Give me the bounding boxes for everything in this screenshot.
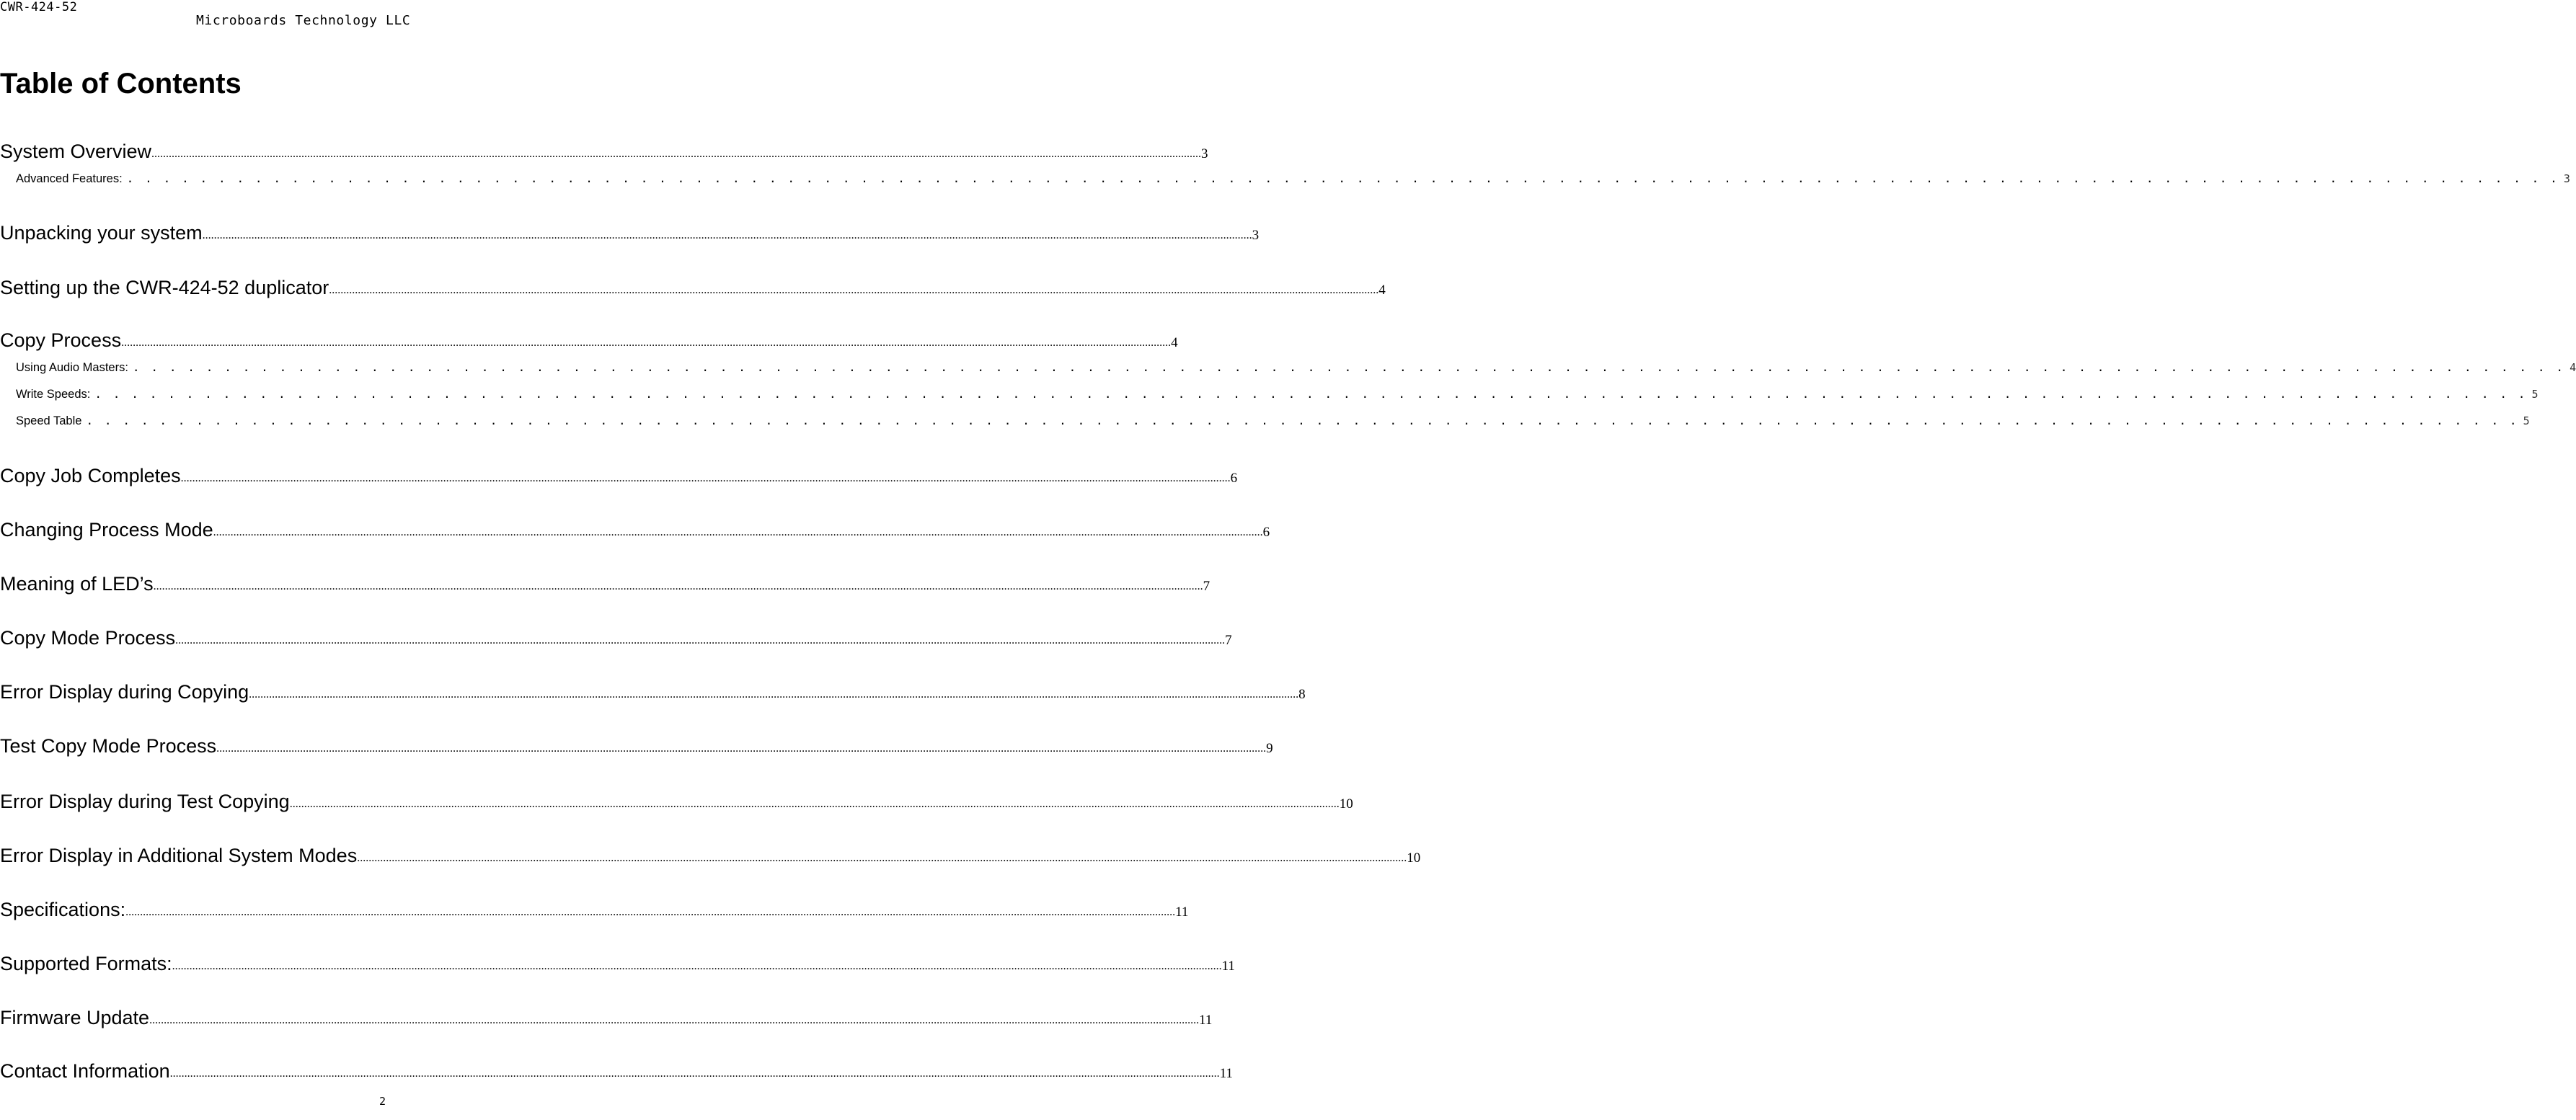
company-name: Microboards Technology LLC — [196, 13, 411, 28]
dot-leader: ............................................................................................................................................................................................................................................................................................................................................................................ — [121, 337, 1172, 349]
toc-entry-label: Test Copy Mode Process — [0, 735, 217, 757]
dot-leader: ............................................................................................................................................................................................................................................................................................................................................................................ — [249, 688, 1299, 701]
toc-entry-error-display-test-copying[interactable] — [0, 788, 1353, 814]
dot-leader: . . . . . . . . . . . . . . . . . . . . . . . . . . . . . . . . . . . . . . . . . . . . . . . . . . . . . . . . . . . . . . . . . . . . . . . . . . . . . . . . . . . . . . . . . . . . . . . . . . . . . . . . . . . . . . . . . . . . . . . . . . . . . . . . . . . . . — [126, 172, 2559, 185]
toc-entry-label: Advanced Features: — [16, 172, 123, 185]
dot-leader: ............................................................................................................................................................................................................................................................................................................................................................................ — [153, 580, 1203, 592]
toc-page-number: 9 — [1266, 741, 1273, 756]
toc-entry-test-copy-mode-process[interactable] — [0, 732, 1273, 758]
toc-page-number: 11 — [1175, 905, 1189, 920]
toc-entry-label: Contact Information — [0, 1060, 170, 1082]
dot-leader: ............................................................................................................................................................................................................................................................................................................................................................................ — [149, 1014, 1200, 1026]
toc-page-number: 7 — [1225, 633, 1232, 648]
page-title: Table of Contents — [0, 68, 242, 99]
toc-entry-firmware-update[interactable] — [0, 1004, 1213, 1030]
toc-subentry-write-speeds[interactable] — [0, 386, 2539, 401]
toc-page-number: 4 — [1378, 283, 1386, 298]
toc-entry-label: System Overview — [0, 141, 152, 162]
toc-subentry-speed-table[interactable] — [0, 412, 2530, 428]
toc-entry-contact-information[interactable] — [0, 1057, 1233, 1083]
dot-leader: ............................................................................................................................................................................................................................................................................................................................................................................ — [202, 229, 1252, 241]
toc-page-number: 3 — [1201, 146, 1208, 161]
toc-page-number: 4 — [1171, 335, 1178, 350]
toc-entry-label: Copy Mode Process — [0, 627, 176, 649]
toc-page-number: 3 — [1252, 228, 1260, 243]
toc-entry-label: Copy Job Completes — [0, 465, 181, 486]
dot-leader: ............................................................................................................................................................................................................................................................................................................................................................................ — [172, 960, 1222, 972]
dot-leader: ............................................................................................................................................................................................................................................................................................................................................................................ — [180, 472, 1231, 484]
dot-leader: ............................................................................................................................................................................................................................................................................................................................................................................ — [175, 634, 1226, 646]
toc-entry-label: Supported Formats: — [0, 953, 172, 974]
toc-entry-label: Using Audio Masters: — [16, 361, 128, 374]
toc-entry-label: Speed Table — [16, 414, 82, 427]
dot-leader: ............................................................................................................................................................................................................................................................................................................................................................................ — [125, 906, 1176, 918]
toc-entry-setting-up[interactable] — [0, 274, 1386, 300]
dot-leader: . . . . . . . . . . . . . . . . . . . . . . . . . . . . . . . . . . . . . . . . . . . . . . . . . . . . . . . . . . . . . . . . . . . . . . . . . . . . . . . . . . . . . . . . . . . . . . . . . . . . . . . . . . . . . . . . . . . . . . . . . . . . . . . . . . . . . — [94, 387, 2528, 401]
toc-page-number: 6 — [1262, 525, 1270, 540]
dot-leader: ............................................................................................................................................................................................................................................................................................................................................................................ — [213, 526, 1263, 538]
toc-entry-changing-process-mode[interactable] — [0, 516, 1270, 542]
toc-entry-label: Specifications: — [0, 899, 126, 920]
toc-page-number: 10 — [1339, 796, 1353, 812]
toc-page-number: 4 — [2570, 361, 2576, 374]
dot-leader: ............................................................................................................................................................................................................................................................................................................................................................................ — [216, 742, 1267, 755]
toc-page-number: 5 — [2523, 414, 2530, 427]
dot-leader: ............................................................................................................................................................................................................................................................................................................................................................................ — [169, 1067, 1220, 1080]
toc-entry-label: Firmware Update — [0, 1007, 150, 1028]
toc-entry-label: Error Display during Test Copying — [0, 791, 290, 812]
toc-entry-label: Meaning of LED’s — [0, 573, 154, 595]
dot-leader: ............................................................................................................................................................................................................................................................................................................................................................................ — [151, 148, 1202, 160]
toc-page-number: 8 — [1298, 687, 1306, 702]
toc-entry-label: Changing Process Mode — [0, 519, 213, 541]
toc-subentry-audio-masters[interactable] — [0, 359, 2576, 375]
dot-leader: ............................................................................................................................................................................................................................................................................................................................................................................ — [329, 284, 1379, 296]
dot-leader: . . . . . . . . . . . . . . . . . . . . . . . . . . . . . . . . . . . . . . . . . . . . . . . . . . . . . . . . . . . . . . . . . . . . . . . . . . . . . . . . . . . . . . . . . . . . . . . . . . . . . . . . . . . . . . . . . . . . . . . . . . . . . . . . . . . . . — [132, 360, 2566, 374]
toc-page-number: 11 — [1199, 1013, 1213, 1028]
toc-page-number: 11 — [1219, 1066, 1233, 1081]
toc-entry-label: Write Speeds: — [16, 388, 91, 401]
toc-page-number: 5 — [2531, 388, 2539, 401]
toc-entry-copy-mode-process[interactable] — [0, 624, 1232, 650]
toc-page-number: 10 — [1407, 850, 1421, 866]
toc-entry-copy-job-completes[interactable] — [0, 462, 1238, 488]
toc-entry-system-overview[interactable] — [0, 138, 1208, 164]
toc-subentry-advanced-features[interactable] — [0, 170, 2570, 186]
toc-entry-specifications[interactable] — [0, 896, 1189, 922]
page-number: 2 — [379, 1095, 386, 1108]
toc-entry-unpacking[interactable] — [0, 219, 1260, 245]
toc-entry-copy-process[interactable] — [0, 326, 1178, 352]
dot-leader: ............................................................................................................................................................................................................................................................................................................................................................................ — [289, 798, 1340, 810]
toc-page-number: 6 — [1230, 471, 1238, 486]
dot-leader: . . . . . . . . . . . . . . . . . . . . . . . . . . . . . . . . . . . . . . . . . . . . . . . . . . . . . . . . . . . . . . . . . . . . . . . . . . . . . . . . . . . . . . . . . . . . . . . . . . . . . . . . . . . . . . . . . . . . . . . . . . . . . . . . . . . . . — [86, 414, 2519, 427]
document-id: CWR-424-52 — [0, 0, 78, 14]
toc-page-number: 3 — [2563, 172, 2570, 185]
toc-entry-label: Copy Process — [0, 329, 122, 351]
dot-leader: ............................................................................................................................................................................................................................................................................................................................................................................ — [357, 852, 1407, 864]
toc-page-number: 7 — [1203, 579, 1210, 594]
toc-entry-supported-formats[interactable] — [0, 950, 1235, 976]
toc-entry-label: Error Display during Copying — [0, 681, 249, 703]
toc-entry-label: Setting up the CWR-424-52 duplicator — [0, 277, 329, 298]
toc-entry-error-display-copying[interactable] — [0, 678, 1306, 704]
toc-entry-label: Unpacking your system — [0, 222, 203, 244]
toc-entry-label: Error Display in Additional System Modes — [0, 845, 358, 866]
toc-page-number: 11 — [1221, 959, 1235, 974]
toc-entry-meaning-of-leds[interactable] — [0, 570, 1210, 596]
toc-entry-error-display-additional-modes[interactable] — [0, 842, 1421, 868]
